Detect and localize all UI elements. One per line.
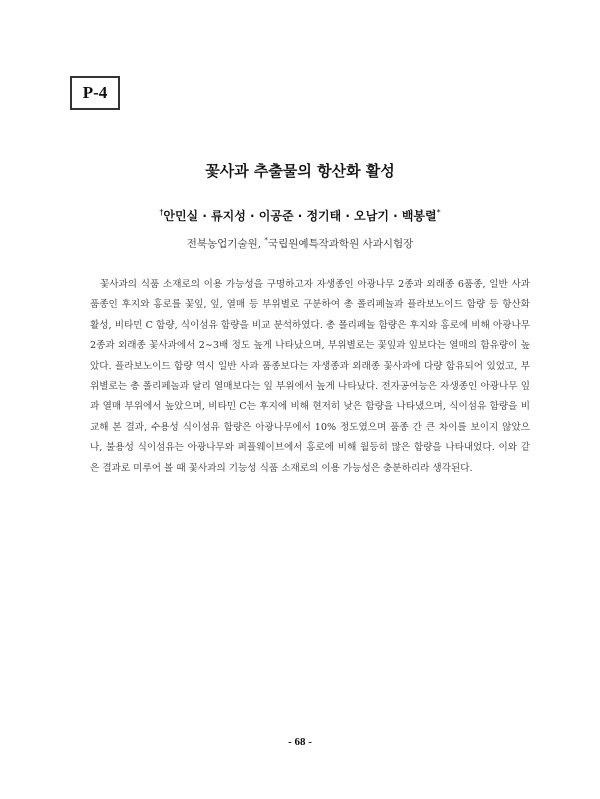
- session-code: P-4: [82, 83, 108, 102]
- paper-title: 꽃사과 추출물의 항산화 활성: [205, 162, 395, 180]
- author-names: 안민실 · 류지성 · 이공준 · 정기태 · 오남기 · 백봉렬: [163, 209, 437, 223]
- abstract-text: 꽃사과의 식품 소재로의 이용 가능성을 구명하고자 자생종인 아광나무 2종과 외래종 6품종, 일반 사과품종인 후지와 홍로를 꽃잎, 잎, 열매 등 부위별로 구분하여 총 폴리페놀과 플라보노이드 함량 등 항산화 활성, 비타민 C 함량, 식이섬유 함량을 비교 분석하였다. 총 폴리페놀 함량은 후지와 홍로에 비해 아광나무 2종과 외래종 꽃사과에서 2∼3배 정도 높게 나타났으며, 부위별로는 꽃잎과 잎보다는 열매의 함유량이 높았다. 플라보노이드 함량 역시 일반 사과 품종보다는 자생종과 외래종 꽃사과에 다량 함유되어 있었고, 부위별로는 총 폴리페놀과 달리 열매보다는 잎 부위에서 높게 나타났다. 전자공여능은 자생종인 아광나무 잎과 열매 부위에서 높았으며, 비타민 C는 후지에 비해 현저히 낮은 함량을 나타냈으며, 식이섬유 함량을 비교해 본 결과, 수용성 식이섬유 함량은 아광나무에서 10% 정도였으며 품종 간 큰 차이를 보이지 않았으나, 불용성 식이섬유는 아광나무와 퍼플웨이브에서 홍로에 비해 월등히 많은 함량을 나타내었다. 이와 같은 결과로 미루어 볼 때 꽃사과의 기능성 식품 소재로의 이용 가능성은 충분하리라 생각된다.: [90, 279, 530, 474]
- session-code-box: [70, 76, 120, 110]
- affiliation-marker: *: [264, 236, 268, 245]
- affiliation-secondary: 국립원예특작과학원 사과시험장: [267, 238, 414, 250]
- affiliation-line: [0, 236, 600, 251]
- page-number: - 68 -: [288, 736, 312, 748]
- affiliation-primary: 전북농업기술원,: [186, 238, 262, 250]
- author-affiliation-marker: *: [436, 208, 441, 217]
- author-line: [0, 207, 600, 224]
- corresponding-author-marker: †: [159, 208, 164, 217]
